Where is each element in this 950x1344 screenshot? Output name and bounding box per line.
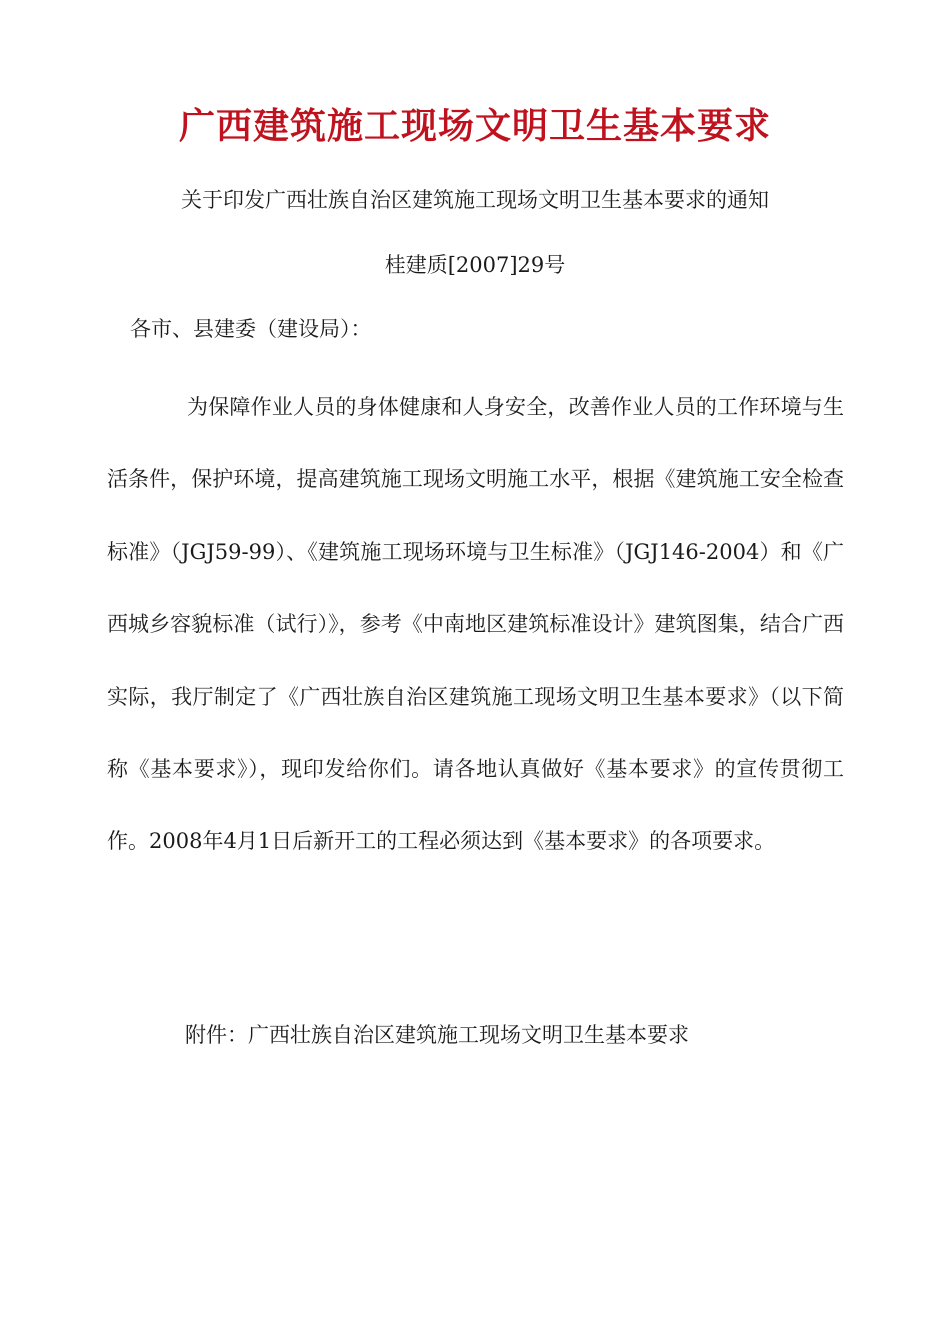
notice-subtitle: 关于印发广西壮族自治区建筑施工现场文明卫生基本要求的通知 — [181, 188, 769, 212]
document-title: 广西建筑施工现场文明卫生基本要求 — [178, 105, 771, 147]
attachment-line: 附件：广西壮族自治区建筑施工现场文明卫生基本要求 — [185, 1023, 689, 1047]
document-number: 桂建质[2007]29号 — [384, 253, 566, 277]
body-paragraph: 为保障作业人员的身体健康和人身安全，改善作业人员的工作环境与生活条件，保护环境，提高建筑施工现场文明施工水平，根据《建筑施工安全检查标准》（JGJ59-99）、《建筑施工现场环境与卫生标准》（JGJ146-2004）和《广西城乡容貌标准（试行）》，参考《中南地区建筑标准设计》建筑图集，结合广西实际，我厅制定了《广西壮族自治区建筑施工现场文明卫生基本要求》（以下简称《基本要求》），现印发给你们。请各地认真做好《基本要求》的宣传贯彻工作。2008年4月1日后新开工的工程必须达到《基本要求》的各项要求。 — [107, 395, 844, 854]
salutation: 各市、县建委（建设局）： — [130, 317, 372, 341]
